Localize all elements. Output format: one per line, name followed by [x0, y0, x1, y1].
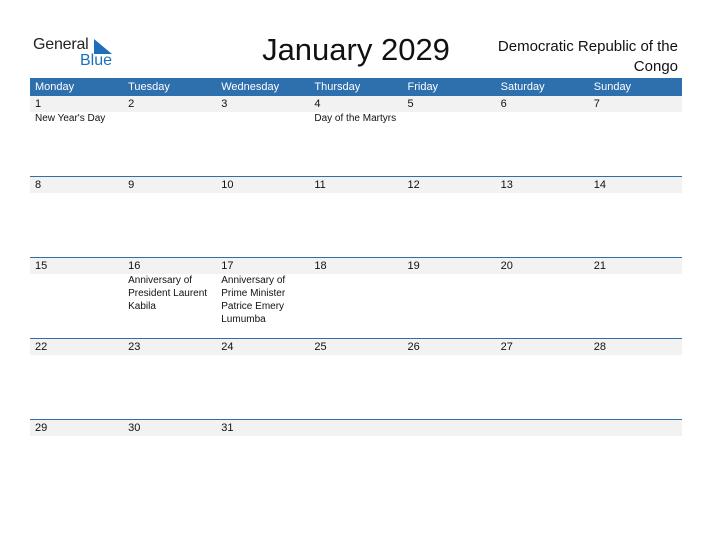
day-cell	[309, 258, 402, 326]
holiday-label: Anniversary of Prime Minister Patrice Emery Lumumba	[221, 275, 286, 325]
day-number	[314, 420, 402, 436]
day-number: 4	[314, 98, 321, 110]
week-row	[30, 420, 682, 501]
day-number: 20	[500, 260, 513, 272]
day-cell	[589, 96, 682, 125]
day-cell	[309, 420, 402, 436]
weekday-tuesday: Tuesday	[128, 81, 170, 93]
day-cell	[30, 258, 123, 326]
day-number: 29	[35, 422, 48, 434]
holiday-label: Anniversary of President Laurent Kabila	[128, 275, 208, 312]
day-number: 14	[593, 179, 606, 191]
weekday-wednesday: Wednesday	[221, 81, 280, 93]
day-number: 17	[221, 260, 234, 272]
day-cell	[123, 339, 216, 355]
day-number: 12	[407, 179, 420, 191]
day-number: 27	[500, 341, 513, 353]
day-number: 6	[500, 98, 507, 110]
day-cell	[123, 258, 216, 326]
weeks-container	[30, 96, 682, 501]
day-number: 22	[35, 341, 48, 353]
day-cell	[496, 177, 589, 193]
weekday-thursday: Thursday	[314, 81, 361, 93]
day-cell	[123, 177, 216, 193]
day-number: 7	[593, 98, 600, 110]
day-cell	[589, 420, 682, 436]
day-number: 21	[593, 260, 606, 272]
day-cell	[403, 258, 496, 326]
page-title: January 2029	[262, 32, 450, 67]
day-cell	[309, 96, 402, 125]
day-number: 8	[35, 179, 42, 191]
day-cell	[496, 339, 589, 355]
day-number: 30	[128, 422, 141, 434]
logo-general-text: General	[33, 36, 89, 53]
day-cell	[30, 420, 123, 436]
day-cell	[30, 96, 123, 125]
day-cell	[496, 258, 589, 326]
weekday-sunday: Sunday	[593, 81, 632, 93]
day-number	[501, 420, 589, 436]
logo-blue-text: Blue	[80, 52, 113, 69]
day-cell	[403, 96, 496, 125]
day-number: 10	[221, 179, 234, 191]
day-number: 19	[407, 260, 420, 272]
day-number: 23	[128, 341, 141, 353]
day-cell	[589, 339, 682, 355]
week-row	[30, 258, 682, 339]
day-cell	[216, 420, 309, 436]
day-number: 15	[35, 260, 48, 272]
week-row	[30, 96, 682, 177]
day-cell	[30, 339, 123, 355]
weekday-saturday: Saturday	[500, 81, 545, 93]
day-number: 18	[314, 260, 327, 272]
day-cell	[123, 96, 216, 125]
day-number: 2	[128, 98, 135, 110]
day-number: 25	[314, 341, 327, 353]
country-name: Democratic Republic of the Congo	[497, 38, 678, 75]
day-cell	[589, 177, 682, 193]
holiday-label: Day of the Martyrs	[314, 113, 397, 124]
day-cell	[403, 420, 496, 436]
day-cell	[216, 339, 309, 355]
week-row	[30, 339, 682, 420]
day-number: 5	[407, 98, 414, 110]
day-cell	[216, 258, 309, 326]
day-number: 13	[500, 179, 513, 191]
weekday-monday: Monday	[35, 81, 75, 93]
day-number: 11	[314, 179, 326, 191]
day-cell	[589, 258, 682, 326]
day-cell	[496, 420, 589, 436]
day-cell	[30, 177, 123, 193]
day-cell	[403, 339, 496, 355]
day-cell	[216, 96, 309, 125]
day-cell	[496, 96, 589, 125]
weekday-header	[30, 78, 682, 96]
day-number: 31	[221, 422, 234, 434]
holiday-label: New Year's Day	[35, 113, 106, 124]
day-cell	[309, 339, 402, 355]
day-number: 24	[221, 341, 234, 353]
day-number	[408, 420, 496, 436]
day-number: 1	[35, 98, 42, 110]
day-number: 3	[221, 98, 228, 110]
calendar-grid	[30, 78, 682, 501]
day-cell	[216, 177, 309, 193]
day-number: 9	[128, 179, 135, 191]
day-cell	[123, 420, 216, 436]
day-number	[594, 420, 682, 436]
week-row	[30, 177, 682, 258]
day-number: 26	[407, 341, 420, 353]
weekday-friday: Friday	[407, 81, 439, 93]
day-number: 28	[593, 341, 606, 353]
day-cell	[403, 177, 496, 193]
day-number: 16	[128, 260, 141, 272]
day-cell	[309, 177, 402, 193]
